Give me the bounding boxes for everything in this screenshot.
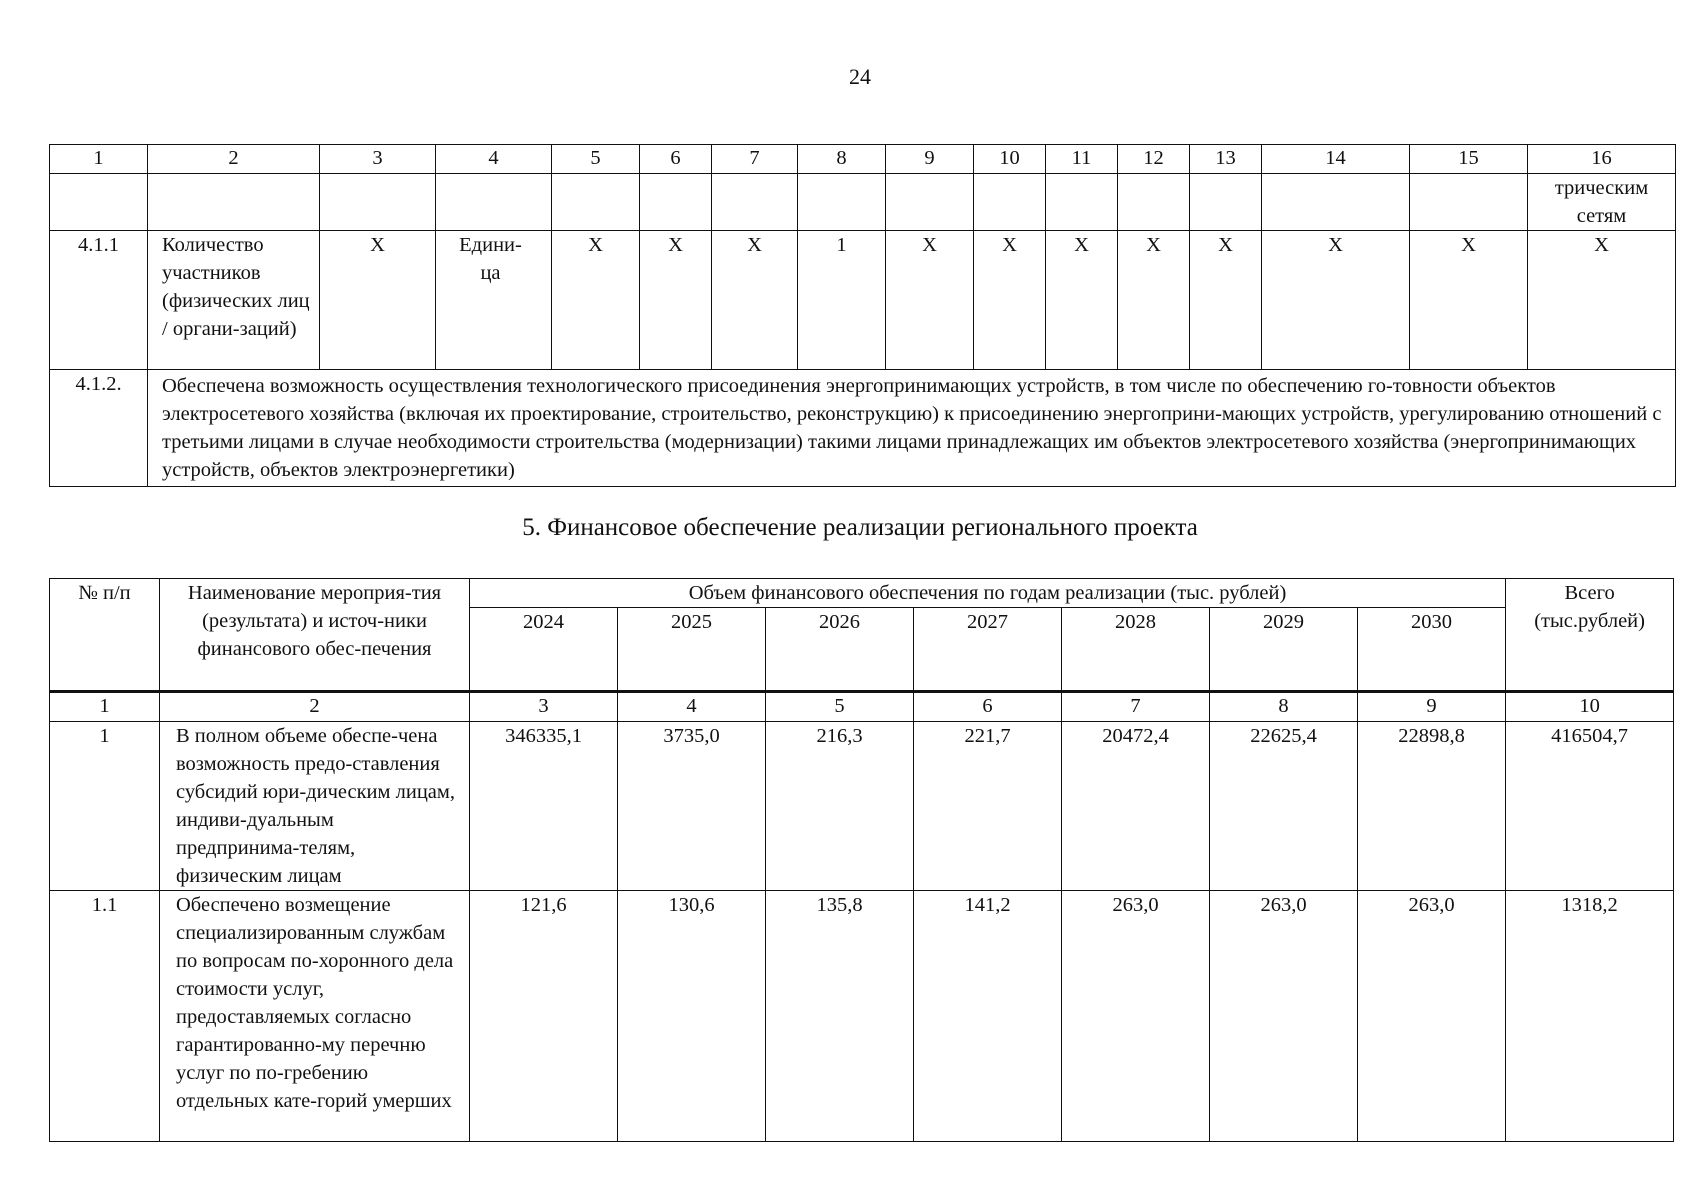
table-cell: [640, 174, 712, 231]
header-volume: Объем финансового обеспечения по годам реализации (тыс. рублей): [470, 579, 1506, 608]
header-year: 2028: [1062, 608, 1210, 692]
activity-name: В полном объеме обеспе-чена возможность предо-ставления субсидий юри-дическим лицам, индиви-дуальным предпринима-телям, физическим лицам: [160, 722, 470, 891]
column-number: 4: [436, 145, 552, 174]
table-cell: [148, 174, 320, 231]
column-number: 6: [640, 145, 712, 174]
column-number: 14: [1262, 145, 1410, 174]
column-number: 4: [618, 692, 766, 722]
year-value: 22898,8: [1358, 722, 1506, 891]
column-number: 2: [160, 692, 470, 722]
row-number: 1: [50, 722, 160, 891]
year-value: 263,0: [1358, 891, 1506, 1142]
unit-cell: Едини-ца: [436, 231, 552, 370]
activity-name: Обеспечено возмещение специализированным службам по вопросам по-хоронного дела стоимости услуг, предоставляемых согласно гарантированно-му перечню услуг по по-гребению отдельных кате-горий умерших: [160, 891, 470, 1142]
year-value: 3735,0: [618, 722, 766, 891]
table-cell: [1046, 174, 1118, 231]
table-cell: Х: [552, 231, 640, 370]
column-number: 1: [50, 145, 148, 174]
table-row: [50, 231, 1676, 370]
table-cell: Х: [1262, 231, 1410, 370]
year-value: 130,6: [618, 891, 766, 1142]
column-number: 10: [974, 145, 1046, 174]
indicators-table: [49, 144, 1676, 487]
table-cell: [1262, 174, 1410, 231]
table-cell: [1410, 174, 1528, 231]
table-cell: [552, 174, 640, 231]
column-number: 5: [766, 692, 914, 722]
table-cell: Х: [1410, 231, 1528, 370]
table-cell: [886, 174, 974, 231]
table-cell: Х: [974, 231, 1046, 370]
row-number: 1.1: [50, 891, 160, 1142]
table-cell: Х: [712, 231, 798, 370]
year-value: 20472,4: [1062, 722, 1210, 891]
column-number: 3: [470, 692, 618, 722]
table-cell: [436, 174, 552, 231]
column-number: 9: [886, 145, 974, 174]
column-number: 10: [1506, 692, 1674, 722]
continued-text: трическим сетям: [1528, 174, 1676, 231]
column-number: 8: [798, 145, 886, 174]
table-cell: Х: [640, 231, 712, 370]
table-cell: [50, 174, 148, 231]
column-number: 9: [1358, 692, 1506, 722]
column-number: 2: [148, 145, 320, 174]
table-cell: Х: [1046, 231, 1118, 370]
table-cell: Х: [320, 231, 436, 370]
year-value: 216,3: [766, 722, 914, 891]
column-number: 12: [1118, 145, 1190, 174]
column-number: 7: [1062, 692, 1210, 722]
table-cell: Х: [1190, 231, 1262, 370]
header-num: № п/п: [50, 579, 160, 692]
column-number: 6: [914, 692, 1062, 722]
table-cell: 1: [798, 231, 886, 370]
column-number: 11: [1046, 145, 1118, 174]
year-value: 263,0: [1210, 891, 1358, 1142]
column-number: 8: [1210, 692, 1358, 722]
year-value: 22625,4: [1210, 722, 1358, 891]
page-number: 24: [849, 64, 871, 89]
continued-row: [50, 174, 1676, 231]
row-number: 4.1.1: [50, 231, 148, 370]
table-cell: Х: [886, 231, 974, 370]
year-value: 121,6: [470, 891, 618, 1142]
column-number: 5: [552, 145, 640, 174]
header-year: 2026: [766, 608, 914, 692]
year-value: 346335,1: [470, 722, 618, 891]
table-cell: [320, 174, 436, 231]
column-number-row: [50, 145, 1676, 174]
column-number: 3: [320, 145, 436, 174]
column-number: 1: [50, 692, 160, 722]
table-cell: [1190, 174, 1262, 231]
row-number: 4.1.2.: [50, 370, 148, 487]
header-name: Наименование мероприя-тия (результата) и источ-ники финансового обес-печения: [160, 579, 470, 692]
year-value: 135,8: [766, 891, 914, 1142]
table-cell: [712, 174, 798, 231]
header-year: 2030: [1358, 608, 1506, 692]
table-cell: Х: [1528, 231, 1676, 370]
column-number: 16: [1528, 145, 1676, 174]
year-value: 263,0: [1062, 891, 1210, 1142]
finance-table: [49, 578, 1674, 1142]
header-year: 2027: [914, 608, 1062, 692]
header-year: 2024: [470, 608, 618, 692]
indicator-name: Количество участников (физических лиц / органи-заций): [148, 231, 320, 370]
column-number: 13: [1190, 145, 1262, 174]
column-number-row: [50, 692, 1674, 722]
table-cell: Х: [1118, 231, 1190, 370]
total-value: 1318,2: [1506, 891, 1674, 1142]
section-title: 5. Финансовое обеспечение реализации регионального проекта: [522, 514, 1198, 541]
table-cell: [974, 174, 1046, 231]
year-value: 221,7: [914, 722, 1062, 891]
header-year: 2025: [618, 608, 766, 692]
table-row: [50, 370, 1676, 487]
table-row: [50, 891, 1674, 1142]
header-total: Всего (тыс.рублей): [1506, 579, 1674, 692]
total-value: 416504,7: [1506, 722, 1674, 891]
header-row: [50, 579, 1674, 608]
table-cell: [798, 174, 886, 231]
table-row: [50, 722, 1674, 891]
column-number: 15: [1410, 145, 1528, 174]
table-cell: [1118, 174, 1190, 231]
result-description: Обеспечена возможность осуществления технологического присоединения энергопринимающих устройств, в том числе по обеспечению го-товности объектов электросетевого хозяйства (включая их проектирование, строительство, реконструкцию) к присоединению энергоприни-мающих устройств, урегулированию отношений с третьими лицами в случае необходимости строительства (модернизации) такими лицами принадлежащих им объектов электросетевого хозяйства (энергопринимающих устройств, объектов электроэнергетики): [148, 370, 1676, 487]
year-value: 141,2: [914, 891, 1062, 1142]
column-number: 7: [712, 145, 798, 174]
header-year: 2029: [1210, 608, 1358, 692]
